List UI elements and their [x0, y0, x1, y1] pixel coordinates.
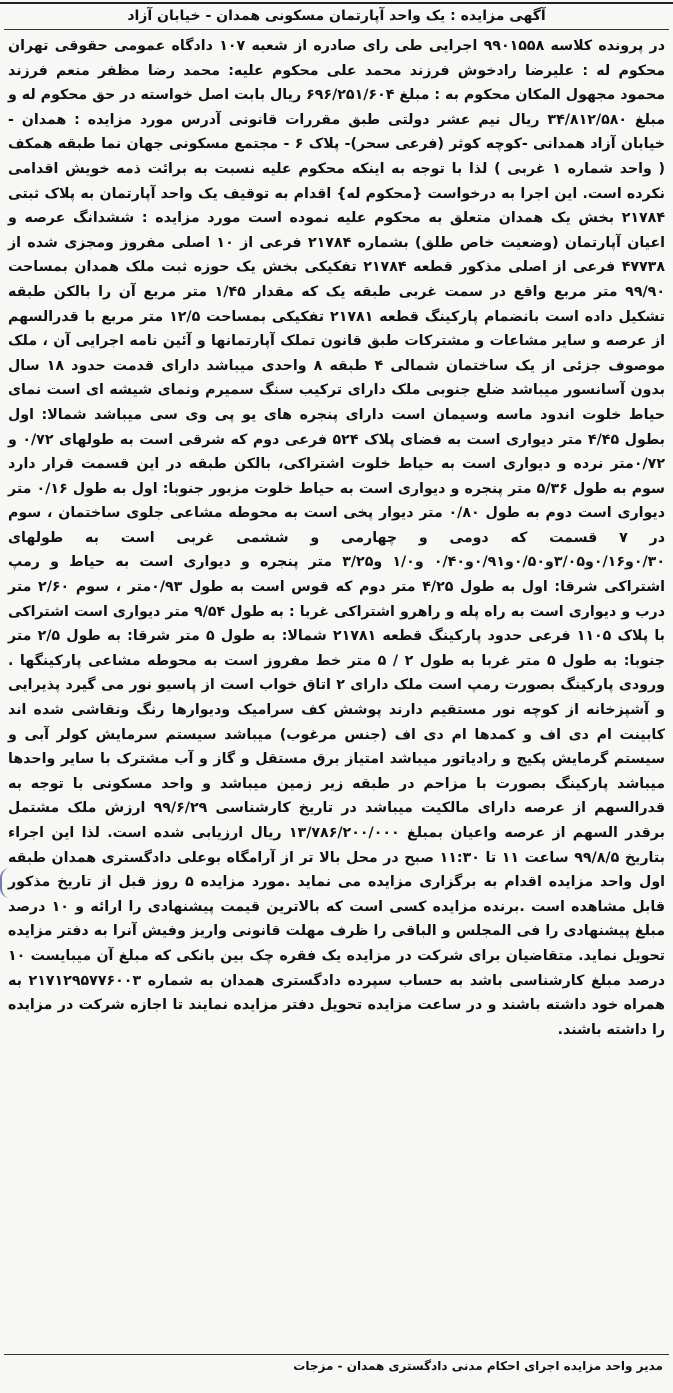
top-border [0, 2, 673, 4]
notice-signature: مدیر واحد مزایده اجرای احکام مدنی دادگستری همدان - مزجات [293, 1359, 663, 1373]
pen-mark [0, 868, 14, 898]
notice-title: آگهی مزایده : یک واحد آپارتمان مسکونی همدان - خیابان آزاد [127, 8, 546, 24]
notice-body: در پرونده کلاسه ۹۹۰۱۵۵۸ اجرایی طی رای صادره از شعبه ۱۰۷ دادگاه عمومی حقوقی تهران محکوم له : علیرضا رادخوش فرزند محمد علی محکوم علیه: محمد رضا مظفر منعم فرزند محمود مجهول المکان محکوم به : مبلغ ۶۹۶/۲۵۱/۶۰۴ ریال بابت اصل خواسته در حق محکوم له و مبلغ ۳۴/۸۱۲/۵۸۰ ریال نیم عشر دولتی طبق مقررات قانونی آدرس مورد مزایده : همدان - خیابان آزاد همدانی -کوچه کوثر (فرعی سحر)- پلاک ۶ - مجتمع مسکونی جهان نما طبقه همکف ( واحد شماره ۱ غربی ) لذا با توجه به اینکه محکوم علیه نسبت به برائت ذمه خویش اقدامی نکرده است. این اجرا به درخواست {محکوم له} اقدام به توقیف یک واحد آپارتمان به پلاک ثبتی ۲۱۷۸۴ بخش یک همدان متعلق به محکوم علیه نموده است مورد مزایده : ششدانگ عرصه و اعیان آپارتمان (وضعیت خاص طلق) بشماره ۲۱۷۸۴ فرعی از ۱۰ اصلی مفروز ومجزی شده از ۴۷۷۳۸ فرعی از اصلی مذکور قطعه ۲۱۷۸۴ تفکیکی بخش یک حوزه ثبت ملک همدان بمساحت ۹۹/۹۰ متر مربع واقع در سمت غربی طبقه یک که مقدار ۱/۴۵ متر مربع آن را بالکن طبقه تشکیل داده است بانضمام پارکینگ قطعه ۲۱۷۸۱ تفکیکی بمساحت ۱۲/۵ متر مربع با قدرالسهم از عرصه و سایر مشاعات و مشترکات طبق قانون تملک آپارتمانها و آئین نامه اجرایی آن ، ملک موصوف جزئی از یک ساختمان شمالی ۴ طبقه ۸ واحدی میباشد دارای قدمت حدود ۱۸ سال بدون آسانسور میباشد ضلع جنوبی ملک دارای ترکیب سنگ سمیرم ونمای شیشه ای است نمای حیاط خلوت اندود ماسه وسیمان است دارای پنجره های یو پی وی سی میباشد شمالا: اول بطول ۴/۴۵ متر دیواری است به فضای پلاک ۵۲۴ فرعی دوم که شرقی است به طولهای ۰/۷۲ و ۰/۷۲متر نرده و دیواری است به حیاط خلوت اشتراکی، بالکن طبقه در این قسمت قرار دارد سوم به طول ۵/۳۶ متر پنجره و دیواری است به حیاط خلوت مزبور جنوبا: اول به طول ۰/۱۶ متر دیواری است دوم به طول ۰/۸۰ متر دیوار پخی است به محوطه مشاعی جلوی ساختمان ، سوم در ۷ قسمت که دومی و چهارمی و ششمی غربی است به طولهای ۰/۳۰و۰/۱۶و۳/۰۵و۰/۵۰و۰/۹۱و۰/۴۰ و۱/۰ و۳/۲۵ متر پنجره و دیواری است به حیاط و رمپ اشتراکی شرقا: اول به طول ۴/۲۵ متر دوم که قوس است به طول ۰/۹۳متر ، سوم ۲/۶۰ متر درب و دیواری است به راه پله و راهرو اشتراکی غربا : به طول ۹/۵۴ متر دیواری است اشتراکی با پلاک ۱۱۰۵ فرعی حدود پارکینگ قطعه ۲۱۷۸۱ شمالا: به طول ۵ متر شرقا: به طول ۲/۵ متر جنوبا: به طول ۵ متر غربا به طول ۲ / ۵ متر خط مفروز است به محوطه مشاعی پارکینگها . ورودی پارکینگ بصورت رمپ است ملک دارای ۲ اتاق خواب است از پاسیو نور می گیرد پذیرایی و آشپزخانه از کوچه نور مستقیم دارند پوشش کف سرامیک ودیوارها رنگ ونقاشی شده اند کابینت ام دی اف و کمدها ام دی اف (جنس مرغوب) میباشد سیستم سرمایش کولر آبی و سیستم گرمایش پکیج و رادیاتور میباشد امتیاز برق مستقل و گاز و آب مشترک با سایر واحدها میباشد پارکینگ بصورت با مزاحم در طبقه زیر زمین میباشد و واحد مسکونی با توجه به قدرالسهم از عرصه دارای مالکیت میباشد در تاریخ کارشناسی ۹۹/۶/۲۹ ارزش ملک مشتمل برقدر السهم از عرصه واعیان بمبلغ ۱۳/۷۸۶/۲۰۰/۰۰۰ ریال ارزیابی شده است. لذا این اجراء بتاریخ ۹۹/۸/۵ ساعت ۱۱ تا ۱۱:۳۰ صبح در محل بالا تر از آرامگاه بوعلی دادگستری همدان طبقه اول واحد مزایده اقدام به برگزاری مزایده می نماید .مورد مزایده ۵ روز قبل از تاریخ مذکور قابل مشاهده است .برنده مزایده کسی است که بالاترین قیمت پیشنهادی را ارائه و ۱۰ درصد مبلغ پیشنهادی را فی المجلس و الباقی را ظرف مهلت قانونی واریز وفیش آنرا به دفتر مزایده تحویل نماید. متقاضیان برای شرکت در مزایده یک فقره چک بین بانکی که مبلغ آن میبایست ۱۰ درصد مبلغ کارشناسی باشد به حساب سپرده دادگستری همدان به شماره ۲۱۷۱۲۹۵۷۷۶۰۰۳ به همراه خود داشته باشند و در ساعت مزایده تحویل دفتر مزایده نمایند تا اجازه شرکت در مزایده را داشته باشند. [8, 38, 666, 1038]
title-divider [4, 29, 669, 30]
signature-divider [4, 1354, 669, 1355]
